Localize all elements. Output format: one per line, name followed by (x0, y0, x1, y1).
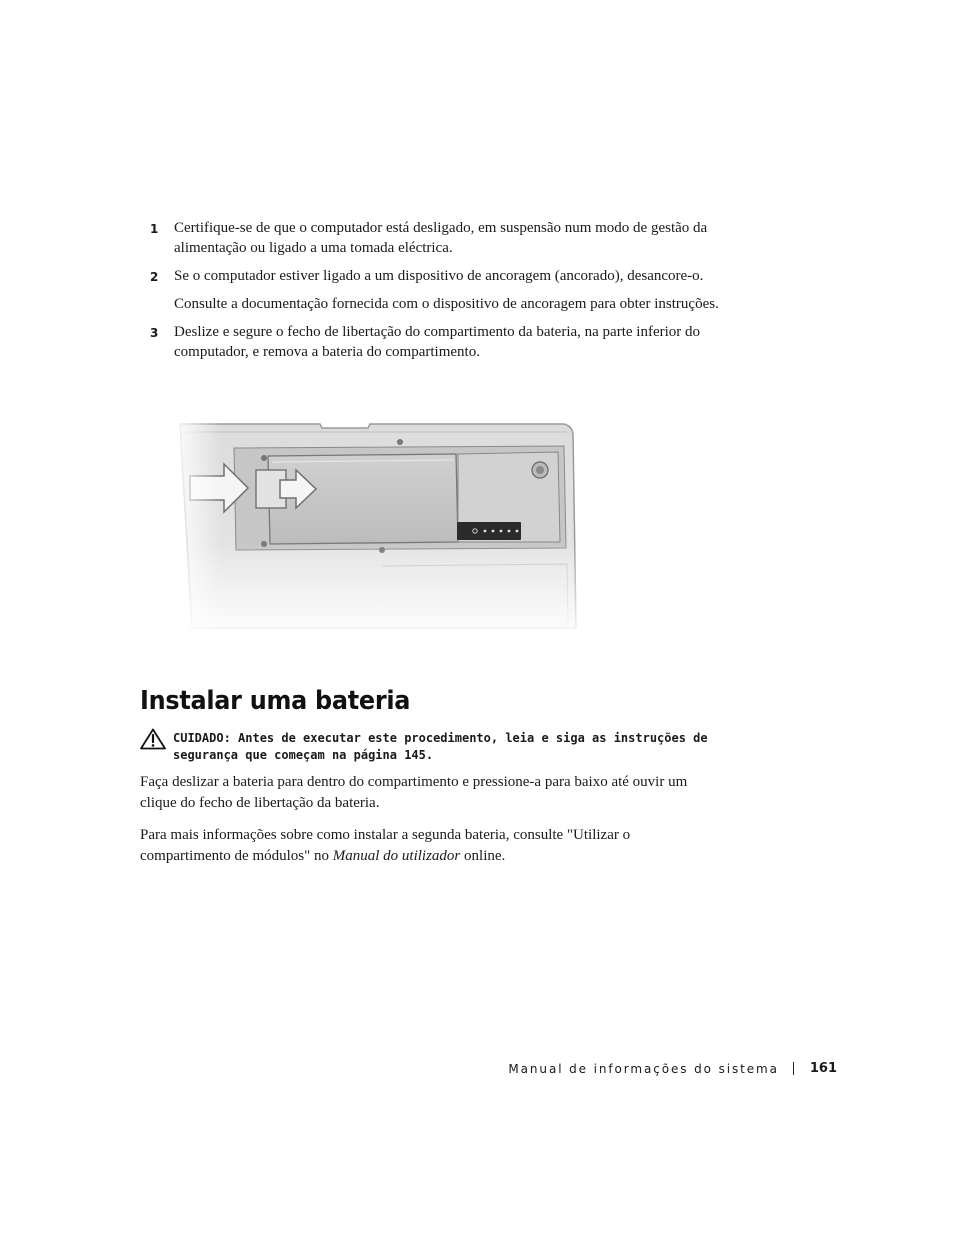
section-heading: Instalar uma bateria (140, 686, 411, 716)
manual-title: Manual do utilizador (332, 848, 461, 864)
page-footer (508, 1061, 837, 1076)
warning-triangle-icon (140, 728, 166, 750)
body-paragraph-reference (140, 825, 720, 867)
footer-title: Manual de informações do sistema (508, 1061, 779, 1076)
step-2 (150, 266, 750, 314)
step-3 (150, 322, 750, 362)
caution-notice (140, 728, 720, 764)
step-text: Certifique-se de que o computador está desligado, em suspensão num modo de gestão da alimentação ou ligado a uma tomada eléctrica. (174, 220, 708, 256)
step-number: 3 (150, 326, 159, 340)
page-number: 161 (809, 1061, 837, 1076)
body-paragraph: Faça deslizar a bateria para dentro do compartimento e pressione-a para baixo até ouvir um clique do fecho de libertação da bateria. (140, 774, 688, 811)
procedure-steps (150, 218, 750, 370)
caution-text: CUIDADO: Antes de executar este procedimento, leia e siga as instruções de segurança que começam na página 145. (173, 731, 708, 762)
step-text: Se o computador estiver ligado a um dispositivo de ancoragem (ancorado), desancore-o. (174, 268, 704, 284)
reference-text: Para mais informações sobre como instalar a segunda bateria, consulte "Utilizar o compartimento de módulos" no (140, 827, 631, 864)
step-number: 2 (150, 270, 159, 284)
step-number: 1 (150, 222, 159, 236)
step-subtext: Consulte a documentação fornecida com o dispositivo de ancoragem para obter instruções. (174, 296, 719, 312)
reference-text-end: online. (460, 848, 506, 864)
battery-removal-illustration (172, 418, 582, 643)
step-text: Deslize e segure o fecho de libertação do compartimento da bateria, na parte inferior do computador, e remova a bateria do compartimento. (174, 324, 701, 360)
step-1 (150, 218, 750, 258)
footer-divider (793, 1062, 794, 1075)
